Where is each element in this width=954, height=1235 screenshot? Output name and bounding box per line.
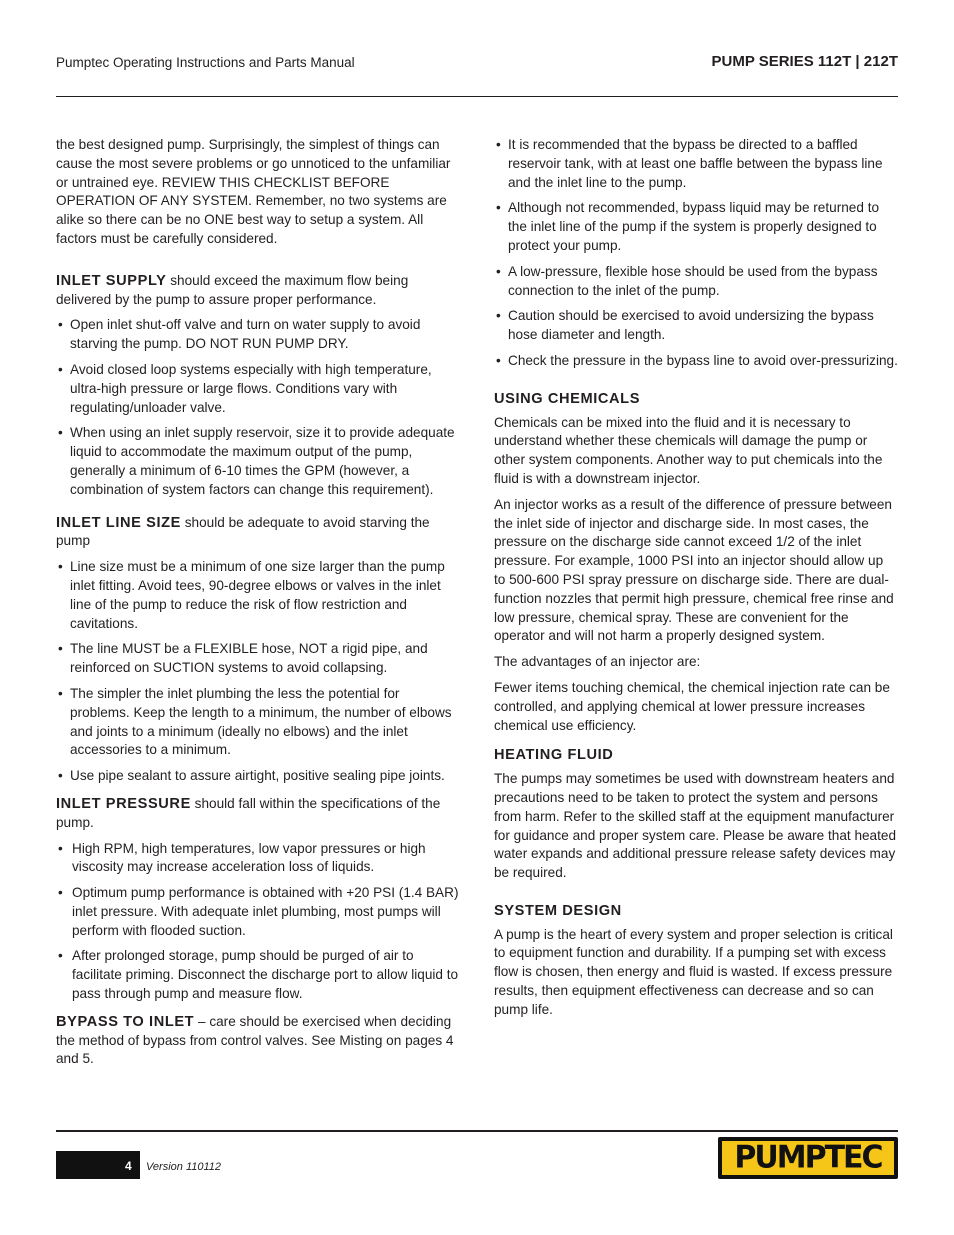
logo-wordmark: PUMPTEC	[734, 1141, 882, 1175]
inlet-pressure-heading: INLET PRESSURE	[56, 795, 191, 812]
footer-divider	[56, 1130, 898, 1132]
inlet-supply-paragraph	[56, 272, 462, 310]
bypass-list	[494, 136, 898, 371]
list-item: • Caution should be exercised to avoid undersizing the bypass hose diameter and length.	[494, 307, 898, 345]
list-item: • The simpler the inlet plumbing the less the potential for problems. Keep the length to a minimum, the number of elbows and joints to a minimum (ideally no elbows) and the inlet accessories to a minimum.	[56, 685, 462, 760]
list-item: • After prolonged storage, pump should be purged of air to facilitate priming. Disconnect the discharge port to allow liquid to pass through pump and measure flow.	[56, 947, 462, 1003]
bypass-heading: BYPASS TO INLET	[56, 1013, 195, 1030]
heating-fluid-heading: HEATING FLUID	[494, 747, 614, 764]
inlet-line-size-text: should be adequate to avoid starving the pump	[56, 514, 430, 549]
list-item: • Line size must be a minimum of one size larger than the pump inlet fitting. Avoid tees, 90-degree elbows or valves in the inlet line of the pump to reduce the risk of flow restriction and cavitations.	[56, 558, 462, 633]
list-item: • The line MUST be a FLEXIBLE hose, NOT a rigid pipe, and reinforced on SUCTION systems to avoid collapsing.	[56, 640, 462, 678]
left-column	[56, 136, 462, 1076]
list-item: • It is recommended that the bypass be directed to a baffled reservoir tank, with at least one baffle between the bypass line and the inlet line to the pump.	[494, 136, 898, 192]
inlet-pressure-paragraph	[56, 795, 462, 833]
inlet-supply-text: should exceed the maximum flow being delivered by the pump to assure proper performance.	[56, 272, 409, 307]
logo-plate	[722, 1141, 894, 1175]
inlet-line-size-paragraph	[56, 514, 462, 552]
system-design-paragraph: A pump is the heart of every system and proper selection is critical to equipment function and durability. If a pumping set with excess flow is chosen, then energy and fluid is wasted. If excess pressure results, then equipment effectiveness can decrease and so can pump life.	[494, 926, 893, 1017]
version-label: Version 110112	[146, 1161, 222, 1173]
inlet-pressure-list	[56, 840, 462, 1004]
bypass-paragraph	[56, 1013, 462, 1069]
list-item: • When using an inlet supply reservoir, size it to provide adequate liquid to accommodate the maximum output of the pump, generally a minimum of 6-10 times the GPM (however, a combination of system factors can change this requirement).	[56, 424, 462, 499]
using-chemicals-heading: USING CHEMICALS	[494, 390, 641, 407]
inlet-line-size-list	[56, 558, 462, 786]
document-title: Pumptec Operating Instructions and Parts Manual	[56, 55, 355, 70]
intro-paragraph: the best designed pump. Surprisingly, the simplest of things can cause the most severe problems or go unnoticed to the unfamiliar or untrained eye. REVIEW THIS CHECKLIST BEFORE OPERATION OF ANY SYSTEM. Remember, no two systems are alike so there can be no ONE best way to setup a system. All factors must be carefully considered.	[56, 137, 451, 246]
chemicals-paragraph: Chemicals can be mixed into the fluid and it is necessary to understand whether these chemicals will damage the pump or other system components. Another way to put chemicals into the fluid is with a downstream injector.	[494, 414, 883, 486]
list-item: • High RPM, high temperatures, low vapor pressures or high viscosity may increase acceleration loss of liquids.	[56, 840, 462, 878]
inlet-line-size-heading: INLET LINE SIZE	[56, 514, 181, 531]
list-item: • Optimum pump performance is obtained with +20 PSI (1.4 BAR) inlet pressure. With adequate inlet plumbing, most pumps will perform with flooded suction.	[56, 884, 462, 940]
list-item: • Use pipe sealant to assure airtight, positive sealing pipe joints.	[56, 767, 462, 786]
injector-paragraph: An injector works as a result of the difference of pressure between the inlet side of injector and discharge side. In most cases, the pressure on the discharge side cannot exceed 1/2 of the inlet pressure. For example, 1000 PSI into an injector should allow up to 500-600 PSI spray pressure on discharge side. There are dual-function nozzles that permit high pressure, chemical free rinse and low pressure, chemical spray. These are convenient for the operator and will not harm a properly designed system.	[494, 496, 894, 644]
list-item: • Avoid closed loop systems especially with high temperature, ultra-high pressure or large flows. Conditions vary with regulating/unloader valve.	[56, 361, 462, 417]
system-design-heading: SYSTEM DESIGN	[494, 902, 622, 919]
injector-advantages-intro: The advantages of an injector are:	[494, 654, 701, 670]
list-item: • Open inlet shut-off valve and turn on water supply to avoid starving the pump. DO NOT RUN PUMP DRY.	[56, 316, 462, 354]
page-number: 4	[125, 1159, 132, 1173]
inlet-supply-heading: INLET SUPPLY	[56, 272, 167, 289]
right-column	[494, 136, 898, 1027]
inlet-supply-list	[56, 316, 462, 499]
pump-series-title: PUMP SERIES 112T | 212T	[711, 53, 898, 70]
pumptec-logo	[718, 1137, 898, 1179]
injector-advantages-paragraph: Fewer items touching chemical, the chemical injection rate can be controlled, and applying chemical at lower pressure increases chemical use efficiency.	[494, 679, 890, 733]
list-item: • Check the pressure in the bypass line to avoid over-pressurizing.	[494, 352, 898, 371]
list-item: • Although not recommended, bypass liquid may be returned to the inlet line of the pump if the system is properly designed to protect your pump.	[494, 199, 898, 255]
list-item: • A low-pressure, flexible hose should be used from the bypass connection to the inlet of the pump.	[494, 263, 898, 301]
bypass-text: – care should be exercised when deciding the method of bypass from control valves. See Misting on pages 4 and 5.	[56, 1013, 454, 1067]
header-divider	[56, 96, 898, 97]
inlet-pressure-text: should fall within the specifications of the pump.	[56, 795, 441, 830]
heating-paragraph: The pumps may sometimes be used with downstream heaters and precautions need to be taken to protect the system and persons from harm. Refer to the skilled staff at the equipment manufacturer for guidance and proper system care. Please be aware that heated water expands and additional pressure release safety devices may be required.	[494, 771, 897, 881]
